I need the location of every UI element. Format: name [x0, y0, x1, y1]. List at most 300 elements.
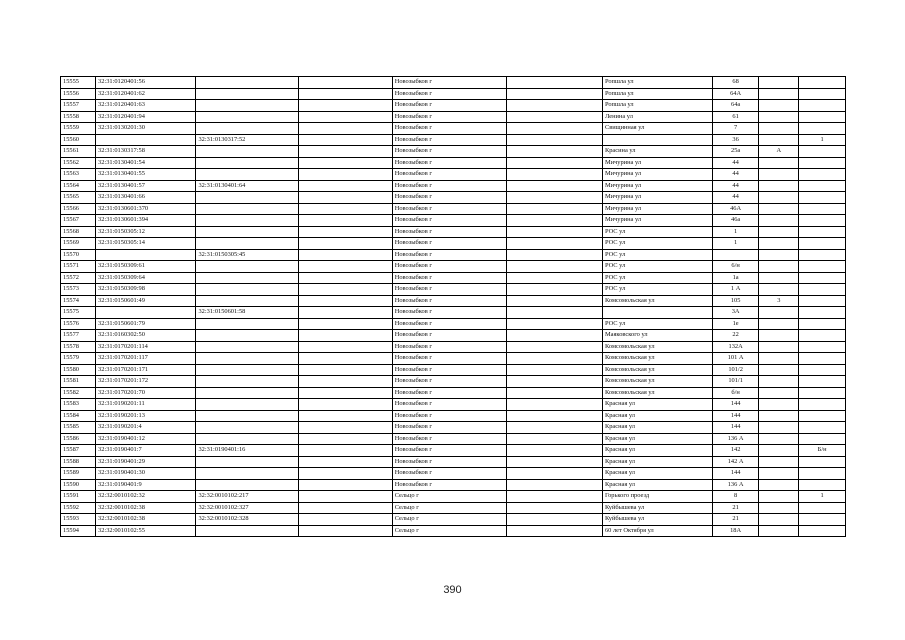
cell-street: РОС ул — [602, 226, 712, 238]
cell-parent-cadastral-number — [196, 192, 299, 204]
cell-parent-cadastral-number: 32:31:0190401:16 — [196, 445, 299, 457]
cell-cadastral-number: 32:31:0190201:4 — [96, 422, 196, 434]
cell-house-number: 36 — [712, 134, 759, 146]
cell-letter — [759, 157, 799, 169]
cell-blank-col-b — [507, 134, 603, 146]
cell-street: Комсомольская ул — [602, 364, 712, 376]
table-row — [61, 169, 846, 181]
cell-record-number: 15570 — [61, 249, 96, 261]
cell-house-number: 68 — [712, 77, 759, 89]
cell-extra — [799, 261, 846, 273]
cell-blank-col-b — [507, 456, 603, 468]
cell-record-number: 15567 — [61, 215, 96, 227]
cell-letter — [759, 88, 799, 100]
cell-cadastral-number: 32:31:0190401:9 — [96, 479, 196, 491]
cell-blank-col-b — [507, 111, 603, 123]
cell-cadastral-number: 32:31:0160302:50 — [96, 330, 196, 342]
cell-street: Красная ул — [602, 456, 712, 468]
cell-parent-cadastral-number — [196, 318, 299, 330]
cell-letter — [759, 376, 799, 388]
cell-letter — [759, 445, 799, 457]
cell-extra — [799, 88, 846, 100]
cell-letter — [759, 180, 799, 192]
cell-blank-col-b — [507, 502, 603, 514]
cell-house-number: 144 — [712, 410, 759, 422]
cell-blank-col-a — [299, 318, 392, 330]
cell-street: Комсомольская ул — [602, 295, 712, 307]
cell-extra: Б/н — [799, 445, 846, 457]
cell-letter — [759, 399, 799, 411]
cell-blank-col-b — [507, 249, 603, 261]
cell-blank-col-a — [299, 433, 392, 445]
cell-settlement: Новозыбков г — [392, 169, 506, 181]
cell-blank-col-a — [299, 157, 392, 169]
cell-blank-col-a — [299, 261, 392, 273]
cell-street: Комсомольская ул — [602, 353, 712, 365]
cell-extra — [799, 353, 846, 365]
cell-blank-col-a — [299, 77, 392, 89]
cell-cadastral-number: 32:31:0120401:56 — [96, 77, 196, 89]
cell-extra — [799, 77, 846, 89]
cell-cadastral-number: 32:31:0120401:62 — [96, 88, 196, 100]
cell-blank-col-b — [507, 468, 603, 480]
cell-street: Комсомольская ул — [602, 387, 712, 399]
cell-street: Красная ул — [602, 445, 712, 457]
cell-house-number: 132А — [712, 341, 759, 353]
cell-record-number: 15578 — [61, 341, 96, 353]
cell-cadastral-number: 32:31:0190201:11 — [96, 399, 196, 411]
cell-letter: А — [759, 146, 799, 158]
table-row — [61, 387, 846, 399]
cell-house-number: 7 — [712, 123, 759, 135]
cell-letter — [759, 123, 799, 135]
cell-street: РОС ул — [602, 318, 712, 330]
cell-blank-col-a — [299, 502, 392, 514]
cell-parent-cadastral-number — [196, 433, 299, 445]
cell-house-number: 105 — [712, 295, 759, 307]
cell-letter — [759, 77, 799, 89]
cell-settlement: Сельцо г — [392, 525, 506, 537]
cell-settlement: Сельцо г — [392, 514, 506, 526]
cell-blank-col-a — [299, 399, 392, 411]
table-row — [61, 77, 846, 89]
cell-blank-col-b — [507, 77, 603, 89]
cell-blank-col-a — [299, 422, 392, 434]
cell-street: Комсомольская ул — [602, 341, 712, 353]
cell-cadastral-number: 32:31:0130601:370 — [96, 203, 196, 215]
cell-record-number: 15584 — [61, 410, 96, 422]
cell-parent-cadastral-number — [196, 215, 299, 227]
cell-record-number: 15585 — [61, 422, 96, 434]
cell-extra — [799, 295, 846, 307]
cell-settlement: Новозыбков г — [392, 249, 506, 261]
cell-letter — [759, 491, 799, 503]
cell-parent-cadastral-number — [196, 169, 299, 181]
cell-settlement: Новозыбков г — [392, 77, 506, 89]
table-row — [61, 433, 846, 445]
cell-record-number: 15556 — [61, 88, 96, 100]
cell-letter — [759, 353, 799, 365]
cell-extra — [799, 433, 846, 445]
cell-letter — [759, 272, 799, 284]
cell-house-number: 8 — [712, 491, 759, 503]
cell-settlement: Новозыбков г — [392, 307, 506, 319]
cell-extra — [799, 226, 846, 238]
cell-parent-cadastral-number — [196, 422, 299, 434]
cell-blank-col-a — [299, 238, 392, 250]
cell-blank-col-a — [299, 376, 392, 388]
table-row — [61, 249, 846, 261]
cell-cadastral-number: 32:31:0170201:70 — [96, 387, 196, 399]
cell-extra — [799, 249, 846, 261]
cell-blank-col-a — [299, 203, 392, 215]
cell-cadastral-number: 32:31:0150305:12 — [96, 226, 196, 238]
cell-blank-col-b — [507, 479, 603, 491]
cell-settlement: Новозыбков г — [392, 330, 506, 342]
cell-parent-cadastral-number — [196, 272, 299, 284]
cell-blank-col-a — [299, 284, 392, 296]
cell-letter — [759, 364, 799, 376]
cell-parent-cadastral-number — [196, 100, 299, 112]
cell-record-number: 15566 — [61, 203, 96, 215]
cell-settlement: Новозыбков г — [392, 341, 506, 353]
cell-house-number: 21 — [712, 502, 759, 514]
cell-extra — [799, 192, 846, 204]
cell-settlement: Новозыбков г — [392, 88, 506, 100]
cell-letter — [759, 341, 799, 353]
table-row — [61, 307, 846, 319]
cell-blank-col-a — [299, 364, 392, 376]
cell-house-number: 144 — [712, 399, 759, 411]
cell-parent-cadastral-number — [196, 238, 299, 250]
cell-settlement: Новозыбков г — [392, 353, 506, 365]
cell-settlement: Сельцо г — [392, 491, 506, 503]
cell-extra — [799, 456, 846, 468]
table-row — [61, 146, 846, 158]
cell-street: Мичурина ул — [602, 203, 712, 215]
cell-street: Ропшла ул — [602, 77, 712, 89]
cell-street: Свищинная ул — [602, 123, 712, 135]
cell-letter — [759, 525, 799, 537]
table-row — [61, 514, 846, 526]
cell-record-number: 15589 — [61, 468, 96, 480]
cell-street: Ленина ул — [602, 111, 712, 123]
cell-street: Красная ул — [602, 479, 712, 491]
cell-blank-col-a — [299, 295, 392, 307]
cell-house-number: 1 — [712, 226, 759, 238]
cell-extra — [799, 514, 846, 526]
cell-extra — [799, 169, 846, 181]
cell-blank-col-b — [507, 295, 603, 307]
cell-letter — [759, 502, 799, 514]
table-row — [61, 192, 846, 204]
cell-extra — [799, 364, 846, 376]
cell-blank-col-b — [507, 157, 603, 169]
cell-street: Мичурина ул — [602, 192, 712, 204]
cell-letter — [759, 468, 799, 480]
cell-letter: 3 — [759, 295, 799, 307]
table-row — [61, 399, 846, 411]
cell-cadastral-number: 32:31:0150309:64 — [96, 272, 196, 284]
cell-blank-col-b — [507, 88, 603, 100]
cell-record-number: 15571 — [61, 261, 96, 273]
cell-parent-cadastral-number — [196, 284, 299, 296]
cell-cadastral-number: 32:31:0170201:117 — [96, 353, 196, 365]
cell-record-number: 15572 — [61, 272, 96, 284]
cell-parent-cadastral-number: 32:31:0150601:58 — [196, 307, 299, 319]
cell-cadastral-number — [96, 307, 196, 319]
cell-blank-col-a — [299, 169, 392, 181]
cell-settlement: Новозыбков г — [392, 192, 506, 204]
cell-extra — [799, 123, 846, 135]
cell-record-number: 15565 — [61, 192, 96, 204]
cell-settlement: Новозыбков г — [392, 238, 506, 250]
cell-blank-col-a — [299, 215, 392, 227]
cell-blank-col-b — [507, 353, 603, 365]
table-row — [61, 261, 846, 273]
cell-street: Красная ул — [602, 433, 712, 445]
cell-settlement: Сельцо г — [392, 502, 506, 514]
cell-record-number: 15562 — [61, 157, 96, 169]
cell-blank-col-b — [507, 192, 603, 204]
cell-house-number: 44 — [712, 180, 759, 192]
table-row — [61, 479, 846, 491]
cell-street: Мичурина ул — [602, 215, 712, 227]
cell-street — [602, 307, 712, 319]
cell-street: Ропшла ул — [602, 100, 712, 112]
cell-blank-col-a — [299, 100, 392, 112]
cell-street: Красная ул — [602, 399, 712, 411]
table-row — [61, 364, 846, 376]
table-row — [61, 445, 846, 457]
cell-house-number: 101/1 — [712, 376, 759, 388]
cell-house-number: 22 — [712, 330, 759, 342]
cell-settlement: Новозыбков г — [392, 180, 506, 192]
cell-street: Куйбышева ул — [602, 514, 712, 526]
cell-blank-col-b — [507, 100, 603, 112]
table-row — [61, 422, 846, 434]
cell-street: Мичурина ул — [602, 180, 712, 192]
cell-extra — [799, 387, 846, 399]
cell-house-number: 136 А — [712, 433, 759, 445]
cell-blank-col-a — [299, 272, 392, 284]
cell-extra — [799, 341, 846, 353]
cell-parent-cadastral-number: 32:31:0130401:64 — [196, 180, 299, 192]
cell-extra — [799, 525, 846, 537]
cell-house-number: 1 — [712, 238, 759, 250]
cell-street: Красная ул — [602, 422, 712, 434]
cell-settlement: Новозыбков г — [392, 376, 506, 388]
cell-blank-col-a — [299, 491, 392, 503]
cell-street: РОС ул — [602, 261, 712, 273]
cell-blank-col-a — [299, 180, 392, 192]
cell-street: Маяковского ул — [602, 330, 712, 342]
cell-extra: 1 — [799, 491, 846, 503]
cell-blank-col-b — [507, 284, 603, 296]
table-row — [61, 157, 846, 169]
cell-house-number: 61 — [712, 111, 759, 123]
table-row — [61, 272, 846, 284]
cell-settlement: Новозыбков г — [392, 157, 506, 169]
cell-settlement: Новозыбков г — [392, 123, 506, 135]
cell-parent-cadastral-number — [196, 479, 299, 491]
cell-blank-col-b — [507, 387, 603, 399]
cell-blank-col-a — [299, 514, 392, 526]
cell-blank-col-b — [507, 261, 603, 273]
cell-street: РОС ул — [602, 249, 712, 261]
cell-house-number: 144 — [712, 422, 759, 434]
cell-cadastral-number: 32:31:0190401:7 — [96, 445, 196, 457]
cell-letter — [759, 456, 799, 468]
cell-blank-col-b — [507, 180, 603, 192]
cell-letter — [759, 261, 799, 273]
cell-extra — [799, 502, 846, 514]
cell-blank-col-b — [507, 410, 603, 422]
cell-blank-col-a — [299, 387, 392, 399]
table-row — [61, 295, 846, 307]
cell-cadastral-number: 32:31:0130401:57 — [96, 180, 196, 192]
cell-parent-cadastral-number: 32:32:0010102:328 — [196, 514, 299, 526]
cell-parent-cadastral-number — [196, 410, 299, 422]
table-row — [61, 100, 846, 112]
cell-record-number: 15583 — [61, 399, 96, 411]
cell-extra — [799, 284, 846, 296]
cell-street: Комсомольская ул — [602, 376, 712, 388]
cell-cadastral-number: 32:31:0150309:61 — [96, 261, 196, 273]
cell-street — [602, 134, 712, 146]
cell-house-number: 136 А — [712, 479, 759, 491]
cell-letter — [759, 387, 799, 399]
cell-blank-col-b — [507, 491, 603, 503]
cell-blank-col-a — [299, 468, 392, 480]
cell-record-number: 15576 — [61, 318, 96, 330]
cell-record-number: 15560 — [61, 134, 96, 146]
cell-record-number: 15564 — [61, 180, 96, 192]
cell-blank-col-b — [507, 169, 603, 181]
cell-parent-cadastral-number — [196, 88, 299, 100]
cell-letter — [759, 215, 799, 227]
cell-blank-col-b — [507, 318, 603, 330]
cell-letter — [759, 514, 799, 526]
cell-letter — [759, 422, 799, 434]
cell-cadastral-number: 32:32:0010102:32 — [96, 491, 196, 503]
cell-house-number: 46а — [712, 215, 759, 227]
document-sheet — [60, 76, 846, 537]
cell-street: Мичурина ул — [602, 169, 712, 181]
table-row — [61, 215, 846, 227]
table-row — [61, 410, 846, 422]
cell-cadastral-number: 32:31:0150309:98 — [96, 284, 196, 296]
cell-letter — [759, 169, 799, 181]
cell-blank-col-b — [507, 226, 603, 238]
cell-blank-col-b — [507, 525, 603, 537]
cell-cadastral-number: 32:31:0130201:30 — [96, 123, 196, 135]
cell-record-number: 15586 — [61, 433, 96, 445]
cell-cadastral-number: 32:31:0150305:14 — [96, 238, 196, 250]
cell-record-number: 15593 — [61, 514, 96, 526]
cell-blank-col-b — [507, 422, 603, 434]
cell-cadastral-number: 32:31:0190401:12 — [96, 433, 196, 445]
table-row — [61, 353, 846, 365]
cell-house-number: 6/н — [712, 261, 759, 273]
cell-blank-col-a — [299, 123, 392, 135]
table-row — [61, 502, 846, 514]
cell-extra — [799, 399, 846, 411]
table-row — [61, 468, 846, 480]
cell-extra — [799, 376, 846, 388]
cell-blank-col-b — [507, 146, 603, 158]
cell-street: Красина ул — [602, 146, 712, 158]
cell-blank-col-a — [299, 410, 392, 422]
cell-cadastral-number: 32:31:0120401:94 — [96, 111, 196, 123]
cell-settlement: Новозыбков г — [392, 387, 506, 399]
cell-parent-cadastral-number — [196, 330, 299, 342]
cell-blank-col-a — [299, 330, 392, 342]
table-row — [61, 180, 846, 192]
cell-street: Куйбышева ул — [602, 502, 712, 514]
cell-cadastral-number — [96, 249, 196, 261]
cell-settlement: Новозыбков г — [392, 111, 506, 123]
cell-cadastral-number: 32:31:0130401:54 — [96, 157, 196, 169]
cell-record-number: 15594 — [61, 525, 96, 537]
cell-street: Ропшла ул — [602, 88, 712, 100]
table-row — [61, 238, 846, 250]
cell-letter — [759, 307, 799, 319]
cell-extra — [799, 157, 846, 169]
property-register-table — [60, 76, 846, 537]
cell-record-number: 15569 — [61, 238, 96, 250]
cell-house-number: 3А — [712, 307, 759, 319]
cell-blank-col-a — [299, 479, 392, 491]
cell-extra — [799, 215, 846, 227]
cell-settlement: Новозыбков г — [392, 468, 506, 480]
cell-settlement: Новозыбков г — [392, 445, 506, 457]
cell-settlement: Новозыбков г — [392, 203, 506, 215]
table-row — [61, 226, 846, 238]
cell-blank-col-a — [299, 353, 392, 365]
cell-record-number: 15591 — [61, 491, 96, 503]
cell-extra — [799, 146, 846, 158]
cell-blank-col-b — [507, 376, 603, 388]
cell-blank-col-a — [299, 88, 392, 100]
cell-house-number: 101 А — [712, 353, 759, 365]
cell-settlement: Новозыбков г — [392, 134, 506, 146]
cell-settlement: Новозыбков г — [392, 479, 506, 491]
cell-parent-cadastral-number — [196, 157, 299, 169]
cell-cadastral-number: 32:31:0190401:30 — [96, 468, 196, 480]
cell-parent-cadastral-number — [196, 468, 299, 480]
page-number: 390 — [443, 584, 462, 596]
cell-house-number: 64а — [712, 100, 759, 112]
cell-record-number: 15587 — [61, 445, 96, 457]
cell-extra — [799, 272, 846, 284]
table-row — [61, 456, 846, 468]
cell-extra — [799, 203, 846, 215]
cell-extra — [799, 180, 846, 192]
cell-street: Горького проезд — [602, 491, 712, 503]
cell-settlement: Новозыбков г — [392, 215, 506, 227]
cell-parent-cadastral-number — [196, 77, 299, 89]
cell-record-number: 15588 — [61, 456, 96, 468]
cell-extra — [799, 318, 846, 330]
table-row — [61, 341, 846, 353]
cell-street: Мичурина ул — [602, 157, 712, 169]
cell-letter — [759, 318, 799, 330]
cell-settlement: Новозыбков г — [392, 272, 506, 284]
cell-blank-col-b — [507, 215, 603, 227]
cell-settlement: Новозыбков г — [392, 364, 506, 376]
cell-parent-cadastral-number — [196, 146, 299, 158]
